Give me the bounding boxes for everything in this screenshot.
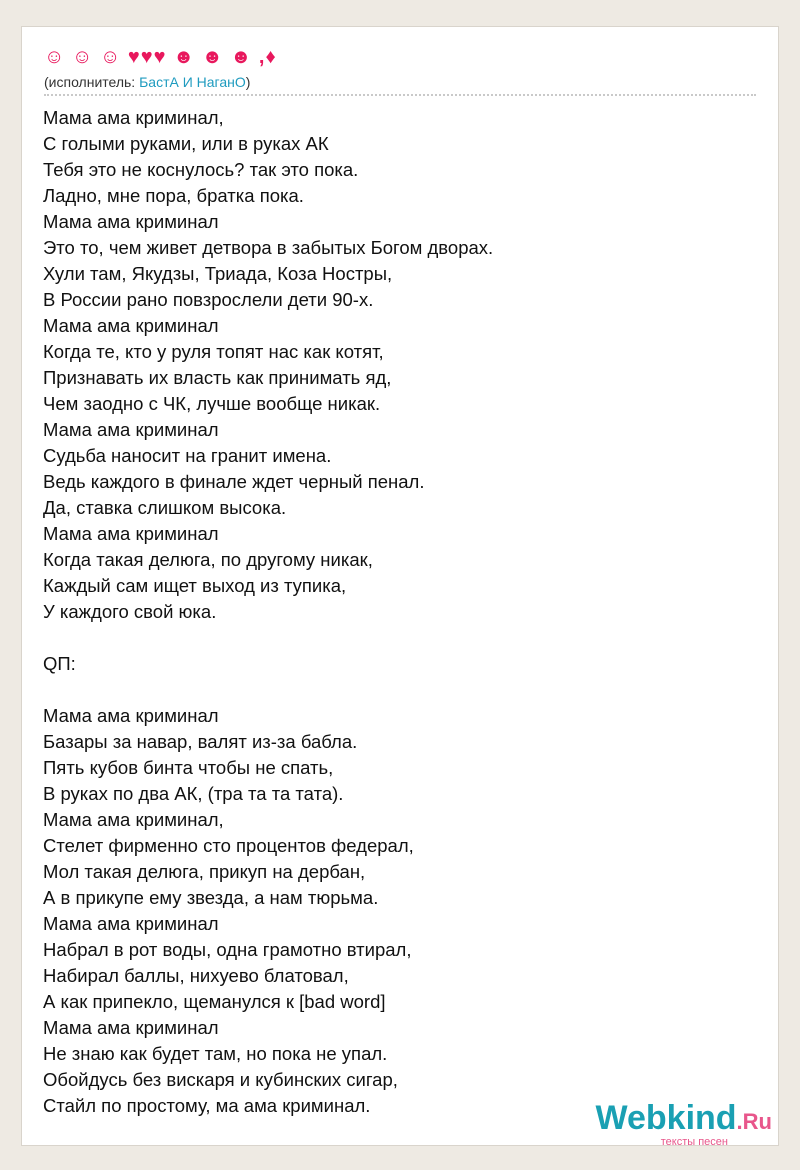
lyric-line: Мама ама криминал [43,1017,219,1038]
header-divider [44,94,756,96]
artist-suffix: ) [245,74,251,90]
lyric-line: А как припекло, щеманулся к [bad word] [43,991,386,1012]
lyric-line: Мама ама криминал, [43,107,224,128]
lyric-line: Тебя это не коснулось? так это пока. [43,159,359,180]
logo-suffix-text: .Ru [736,1109,772,1134]
lyric-line: Мама ама криминал [43,315,219,336]
lyric-line: Ведь каждого в финале ждет черный пенал. [43,471,425,492]
lyric-line: Мама ама криминал [43,705,219,726]
webkind-logo [596,1101,773,1148]
lyric-line: Когда такая делюга, по другому никак, [43,549,373,570]
lyric-line [43,677,756,703]
lyric-line: QП: [43,653,76,674]
lyric-line: Судьба наносит на гранит имена. [43,445,332,466]
lyrics-text [43,105,756,1119]
lyric-line: В руках по два АК, (тра та та тата). [43,783,344,804]
lyric-line: Пять кубов бинта чтобы не спать, [43,757,334,778]
lyric-line: Мама ама криминал [43,419,219,440]
lyric-line: Мама ама криминал [43,211,219,232]
lyric-line: Набирал баллы, нихуево блатовал, [43,965,349,986]
lyric-line: Набрал в рот воды, одна грамотно втирал, [43,939,412,960]
lyric-line: У каждого свой юка. [43,601,217,622]
lyric-line: Признавать их власть как принимать яд, [43,367,392,388]
lyric-line: Мама ама криминал, [43,809,224,830]
lyric-line: Ладно, мне пора, братка пока. [43,185,304,206]
lyric-line: Мама ама криминал [43,523,219,544]
logo-subtitle: тексты песен [660,1136,728,1148]
song-header [44,45,756,91]
lyric-line: Да, ставка слишком высока. [43,497,287,518]
lyric-line: С голыми руками, или в руках АК [43,133,329,154]
lyric-line: Каждый сам ищет выход из тупика, [43,575,347,596]
artist-line [44,73,756,91]
song-title: ☺ ☺ ☺ ♥♥♥ ☻ ☻ ☻ ,♦ [44,46,277,68]
logo-wordmark [596,1101,773,1139]
artist-prefix: (исполнитель: [44,74,140,90]
lyric-line: А в прикупе ему звезда, а нам тюрьма. [43,887,379,908]
lyric-line: Обойдусь без вискаря и кубинских сигар, [43,1069,398,1090]
lyrics-card [21,26,779,1146]
logo-main-text: Webkind [595,1099,737,1137]
lyric-line: Мама ама криминал [43,913,219,934]
lyric-line: Это то, чем живет детвора в забытых Богом дворах. [43,237,494,258]
lyric-line: Когда те, кто у руля топят нас как котят, [43,341,384,362]
lyric-line: Не знаю как будет там, но пока не упал. [43,1043,388,1064]
lyric-line [43,625,756,651]
lyric-line: В России рано повзрослели дети 90-х. [43,289,374,310]
lyric-line: Мол такая делюга, прикуп на дербан, [43,861,366,882]
lyric-line: Стелет фирменно сто процентов федерал, [43,835,414,856]
lyric-line: Базары за навар, валят из-за бабла. [43,731,358,752]
lyric-line: Хули там, Якудзы, Триада, Коза Ностры, [43,263,393,284]
lyric-line: Чем заодно с ЧК, лучше вообще никак. [43,393,381,414]
artist-link[interactable]: БастА И НаганО [139,74,246,90]
lyric-line: Стайл по простому, ма ама криминал. [43,1095,371,1116]
